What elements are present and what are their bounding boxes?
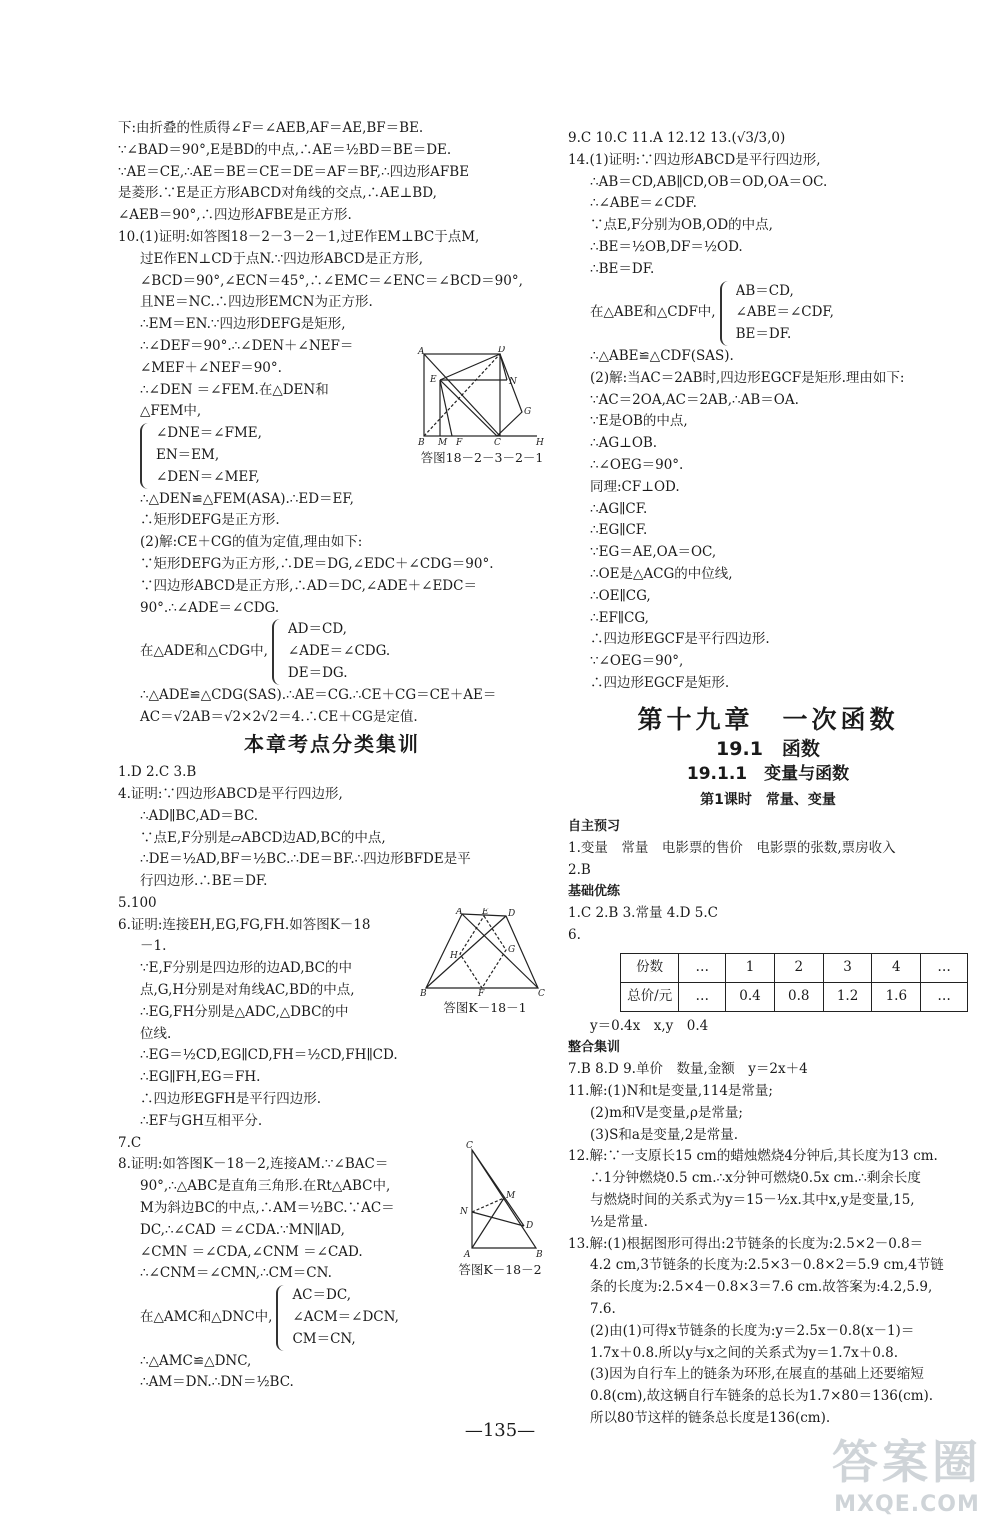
lesson-heading: 第1课时 常量、变量: [700, 792, 836, 809]
table-cell: 2: [774, 953, 823, 982]
svg-text:D: D: [508, 909, 516, 919]
text-line: ∴OE∥CG,: [590, 587, 651, 604]
table-cell: 0.8: [774, 982, 823, 1011]
table-cell: …: [679, 982, 726, 1011]
brace-line: AD＝CD,: [287, 621, 347, 638]
text-line: 7.B 8.D 9.单价 数量,金额 y＝2x＋4: [568, 1061, 808, 1078]
page-number: —135—: [464, 1420, 536, 1441]
brace-prefix: 在△ABE和△CDF中,: [590, 304, 716, 321]
text-line: (2)解:当AC＝2AB时,四边形EGCF是矩形.理由如下:: [590, 369, 905, 386]
text-line: ∵AC＝2OA,AC＝2AB,∴AB＝OA.: [590, 391, 799, 408]
svg-text:D: D: [526, 1221, 534, 1231]
text-line: 1.7x＋0.8.所以y与x之间的关系式为y＝1.7x＋0.8.: [590, 1344, 899, 1361]
text-line: 13.解:(1)根据图形可得出:2节链条的长度为:2.5×2－0.8＝: [568, 1235, 924, 1252]
text-line: 下:由折叠的性质得∠F＝∠AEB,AF＝AE,BF＝BE.: [118, 120, 424, 136]
text-line: ∴EG＝½CD,EG∥CD,FH＝½CD,FH∥CD.: [140, 1047, 398, 1064]
text-line: 是菱形.∵E是正方形ABCD对角线的交点,∴AE⊥BD,: [118, 185, 437, 202]
text-line: ½是常量.: [590, 1213, 648, 1230]
text-line: ∴△ADE≌△CDG(SAS).∴AE＝CG.∴CE＋CG＝CE＋AE＝: [140, 686, 497, 703]
svg-text:H: H: [536, 438, 544, 446]
text-line: ∴EF∥CG,: [590, 609, 649, 626]
brace-line: EN＝EM,: [156, 446, 220, 463]
text-line: y＝0.4x x,y 0.4: [590, 1017, 709, 1034]
text-line: 90°,∴△ABC是直角三角形.在Rt△ABC中,: [140, 1178, 391, 1195]
brace-line: AB＝CD,: [735, 282, 794, 299]
text-line: 5.100: [118, 894, 157, 911]
svg-text:C: C: [494, 438, 501, 446]
text-line: 1.C 2.B 3.常量 4.D 5.C: [568, 905, 718, 922]
figure-right-triangle-drawing: [452, 1140, 548, 1258]
text-line: ∴EG∥FH,EG＝FH.: [140, 1069, 261, 1086]
text-line: ∴EG,FH分别是△ADC,△DBC的中: [140, 1003, 349, 1020]
text-line: 6.证明:连接EH,EG,FG,FH.如答图K－18: [118, 916, 371, 933]
text-line: △FEM中,: [140, 403, 202, 420]
figure-square-fold-drawing: [412, 346, 552, 446]
text-line: 9.C 10.C 11.A 12.12 13.(√3/3,0): [568, 130, 786, 146]
svg-text:A: A: [456, 908, 463, 917]
text-line: (2)解:CE＋CG的值为定值,理由如下:: [140, 534, 363, 551]
text-line: 所以80节这样的链条总长度是136(cm).: [590, 1410, 831, 1427]
text-line: 与燃烧时间的关系式为y＝15－½x.其中x,y是变量,15,: [590, 1192, 915, 1209]
text-line: (2)由(1)可得x节链条的长度为:y＝2.5x－0.8(x－1)＝: [590, 1322, 915, 1339]
brace-group-ade: [140, 619, 546, 684]
chapter-title: 第十九章 一次函数: [637, 704, 899, 734]
text-line: ∴△DEN≌△FEM(ASA).∴ED＝EF,: [140, 490, 354, 507]
table-row: [621, 953, 968, 982]
text-line: 0.8(cm),故这辆自行车链条的总长为1.7×80＝136(cm).: [590, 1388, 934, 1405]
svg-text:G: G: [508, 945, 516, 955]
text-line: ∵AE＝CE,∴AE＝BE＝CE＝DE＝AF＝BF,∴四边形AFBE: [118, 163, 470, 180]
text-line: (3)因为自行车上的链条为环形,在展直的基础上还要缩短: [590, 1366, 924, 1383]
text-line: 过E作EN⊥CD于点N.∵四边形ABCD是正方形,: [140, 250, 424, 267]
text-line: ∴OE是△ACG的中位线,: [590, 565, 733, 582]
right-column: [568, 128, 968, 1430]
svg-text:M: M: [438, 438, 448, 446]
text-line: ∴△AMC≌△DNC,: [140, 1352, 252, 1369]
text-line: ∠MEF＋∠NEF＝90°.: [140, 359, 282, 376]
text-line: ∵E是OB的中点,: [590, 413, 688, 430]
text-line: ∴BE＝½OB,DF＝½OD.: [590, 238, 743, 255]
text-line: 位线.: [140, 1025, 172, 1042]
text-line: ∴AB＝CD,AB∥CD,OB＝OD,OA＝OC.: [590, 173, 828, 190]
text-line: ∴四边形EGCF是平行四边形.: [590, 631, 770, 648]
text-line: ∴四边形EGCF是矩形.: [590, 674, 730, 691]
text-line: ∴AG⊥OB.: [590, 435, 658, 452]
text-line: M为斜边BC的中点,∴AM＝½BC.∵AC＝: [140, 1200, 395, 1217]
svg-text:B: B: [420, 989, 427, 996]
text-line: 1.D 2.C 3.B: [118, 764, 197, 781]
text-line: ∴△ABE≌△CDF(SAS).: [590, 347, 734, 364]
text-line: 8.证明:如答图K－18－2,连接AM.∵∠BAC＝: [118, 1156, 389, 1173]
text-line: ∴EF与GH互相平分.: [140, 1112, 263, 1129]
svg-text:M: M: [506, 1191, 516, 1201]
table-cell: 1.6: [872, 982, 921, 1011]
text-line: 11.解:(1)N和t是变量,114是常量;: [568, 1083, 773, 1100]
brace: [272, 619, 284, 684]
svg-text:C: C: [466, 1141, 473, 1151]
watermark-url: MXQE.COM: [834, 1492, 980, 1517]
brace-prefix: 在△AMC和△DNC中,: [140, 1309, 273, 1326]
table-row: [621, 982, 968, 1011]
text-line: ∴∠ABE＝∠CDF.: [590, 195, 697, 212]
svg-text:D: D: [498, 346, 506, 355]
text-line: ∵∠OEG＝90°,: [590, 653, 684, 670]
watermark-logo: [832, 1426, 982, 1517]
text-line: ∴DE＝½AD,BF＝½BC.∴DE＝BF.∴四边形BFDE是平: [140, 851, 471, 868]
brace: [276, 1285, 288, 1350]
figure-quadrilateral: [420, 908, 550, 1016]
watermark-text: 答案圈: [832, 1435, 982, 1489]
text-line: ∴∠DEF＝90°.∴∠DEN＋∠NEF＝: [140, 337, 354, 354]
svg-text:E: E: [430, 375, 437, 385]
figure-caption: 答图K－18－1: [443, 1000, 527, 1015]
text-line: 同理:CF⊥OD.: [590, 478, 680, 495]
text-line: DC,∴∠CAD ＝∠CDA.∵MN∥AD,: [140, 1221, 345, 1238]
svg-text:E: E: [482, 908, 489, 917]
text-line: AC＝√2AB＝√2×2√2＝4.∴CE＋CG是定值.: [140, 708, 418, 725]
brace-line: DE＝DG.: [287, 664, 348, 681]
svg-text:A: A: [464, 1250, 471, 1258]
brace-line: ∠ACM＝∠DCN,: [292, 1309, 399, 1326]
text-line: ∵矩形DEFG为正方形,∴DE＝DG,∠EDC＋∠CDG＝90°.: [140, 555, 494, 572]
text-line: 90°.∴∠ADE＝∠CDG.: [140, 599, 280, 616]
text-line: (2)m和V是变量,ρ是常量;: [590, 1104, 743, 1121]
text-line: ∵E,F分别是四边形的边AD,BC的中: [140, 960, 352, 977]
brace-line: ∠ADE＝∠CDG.: [287, 643, 391, 660]
value-table: [620, 953, 968, 1012]
right-block-b: [568, 346, 968, 695]
text-line: ∴四边形EGFH是平行四边形.: [140, 1091, 322, 1108]
text-line: 条的长度为:2.5×4－0.8×3＝7.6 cm.故答案为:4.2,5.9,: [590, 1279, 933, 1296]
text-line: 4.2 cm,3节链条的长度为:2.5×3－0.8×2＝5.9 cm,4节链: [590, 1257, 944, 1274]
tag-label: 自主预习: [568, 818, 621, 834]
figure-quadrilateral-drawing: [420, 908, 550, 996]
table-cell: 3: [823, 953, 872, 982]
text-line: 2.B: [568, 861, 591, 878]
table-cell: 1.2: [823, 982, 872, 1011]
svg-text:A: A: [418, 347, 425, 357]
text-line: ∵点E,F分别是▱ABCD边AD,BC的中点,: [140, 829, 386, 846]
brace: [140, 423, 152, 488]
brace-prefix: 在△ADE和△CDG中,: [140, 643, 268, 660]
svg-text:H: H: [450, 951, 458, 961]
svg-text:N: N: [509, 377, 517, 387]
right-block-a: [568, 128, 968, 281]
svg-text:B: B: [536, 1250, 543, 1258]
text-line: ∴矩形DEFG是正方形.: [140, 512, 280, 529]
text-line: ∠CMN ＝∠CDA,∠CNM ＝∠CAD.: [140, 1243, 363, 1260]
left-block-d: [118, 685, 546, 729]
svg-text:B: B: [418, 438, 425, 446]
text-line: 12.解:∵一支原长15 cm的蜡烛燃烧4分钟后,其长度为13 cm.: [568, 1148, 938, 1165]
text-line: ∠AEB＝90°,∴四边形AFBE是正方形.: [118, 207, 352, 224]
text-line: ∴∠OEG＝90°.: [590, 456, 684, 473]
text-line: ∵∠BAD＝90°,E是BD的中点,∴AE＝½BD＝BE＝DE.: [118, 141, 452, 158]
brace-line: CM＝CN,: [292, 1330, 356, 1347]
text-line: 且NE＝NC.∴四边形EMCN为正方形.: [140, 294, 373, 311]
figure-caption: 答图K－18－2: [458, 1262, 542, 1277]
text-line: ∵EG＝AE,OA＝OC,: [590, 544, 717, 561]
text-line: 6.: [568, 926, 581, 943]
table-cell: 1: [726, 953, 775, 982]
brace-line: AC＝DC,: [292, 1287, 351, 1304]
left-block-c: [118, 489, 546, 620]
tag-label: 整合集训: [568, 1040, 621, 1056]
svg-text:C: C: [538, 989, 545, 996]
figure-square-fold: [412, 346, 552, 466]
brace-group-amc: [140, 1285, 546, 1350]
text-line: ∴EM＝EN.∵四边形DEFG是矩形,: [140, 316, 346, 333]
table-cell: 4: [872, 953, 921, 982]
text-line: ∵点E,F分别为OB,OD的中点,: [590, 217, 773, 234]
svg-text:F: F: [478, 989, 485, 996]
figure-caption: 答图18－2－3－2－1: [420, 450, 544, 465]
table-cell: 份数: [621, 953, 679, 982]
text-line: 1.变量 常量 电影票的售价 电影票的张数,票房收入: [568, 839, 896, 856]
text-line: ∠BCD＝90°,∠ECN＝45°,∴∠EMC＝∠ENC＝∠BCD＝90°,: [140, 272, 523, 289]
text-line: ∴AD∥BC,AD＝BC.: [140, 807, 259, 824]
text-line: 点,G,H分别是对角线AC,BD的中点,: [140, 982, 355, 999]
brace-group-abe: [590, 281, 968, 346]
table-cell: …: [921, 953, 968, 982]
svg-text:F: F: [456, 438, 463, 446]
text-line: －1.: [140, 938, 167, 955]
section-heading: 19.1 函数: [716, 737, 820, 760]
text-line: 10.(1)证明:如答图18－2－3－2－1,过E作EM⊥BC于点M,: [118, 228, 480, 245]
text-line: ∴BE＝DF.: [590, 260, 655, 277]
table-cell: …: [921, 982, 968, 1011]
text-line: 7.6.: [590, 1301, 616, 1318]
text-line: 行四边形.∴BE＝DF.: [140, 873, 268, 890]
table-cell: 0.4: [726, 982, 775, 1011]
left-block-a: [118, 118, 546, 227]
brace-line: ∠DEN＝∠MEF,: [156, 468, 260, 485]
text-line: 14.(1)证明:∵四边形ABCD是平行四边形,: [568, 151, 821, 168]
text-line: (3)S和a是变量,2是常量.: [590, 1126, 739, 1143]
text-line: ∵四边形ABCD是正方形,∴AD＝DC,∠ADE＋∠EDC＝: [140, 577, 477, 594]
brace-line: ∠ABE＝∠CDF,: [735, 304, 834, 321]
text-line: ∴EG∥CF.: [590, 522, 648, 539]
table-cell: 总价/元: [621, 982, 679, 1011]
svg-text:G: G: [524, 407, 532, 417]
text-line: 7.C: [118, 1134, 142, 1151]
text-line: ∴∠CNM＝∠CMN,∴CM＝CN.: [140, 1265, 332, 1282]
svg-text:N: N: [460, 1207, 468, 1217]
brace: [720, 281, 732, 346]
text-line: 4.证明:∵四边形ABCD是平行四边形,: [118, 785, 343, 802]
brace-line: BE＝DF.: [735, 326, 792, 343]
brace-line: ∠DNE＝∠FME,: [156, 425, 262, 442]
text-line: ∴AG∥CF.: [590, 500, 648, 517]
section-title: 本章考点分类集训: [244, 732, 420, 757]
figure-right-triangle: [452, 1140, 548, 1278]
right-block-e: [568, 1059, 968, 1430]
text-line: ∴AM＝DN.∴DN＝½BC.: [140, 1374, 294, 1391]
subsection-heading: 19.1.1 变量与函数: [686, 764, 850, 785]
tag-label: 基础优练: [568, 884, 621, 900]
text-line: ∴1分钟燃烧0.5 cm.∴x分钟可燃烧0.5x cm.∴剩余长度: [590, 1170, 921, 1187]
left-block-f: [118, 1351, 546, 1395]
text-line: ∴∠DEN ＝∠FEM.在△DEN和: [140, 381, 329, 398]
table-cell: …: [679, 953, 726, 982]
